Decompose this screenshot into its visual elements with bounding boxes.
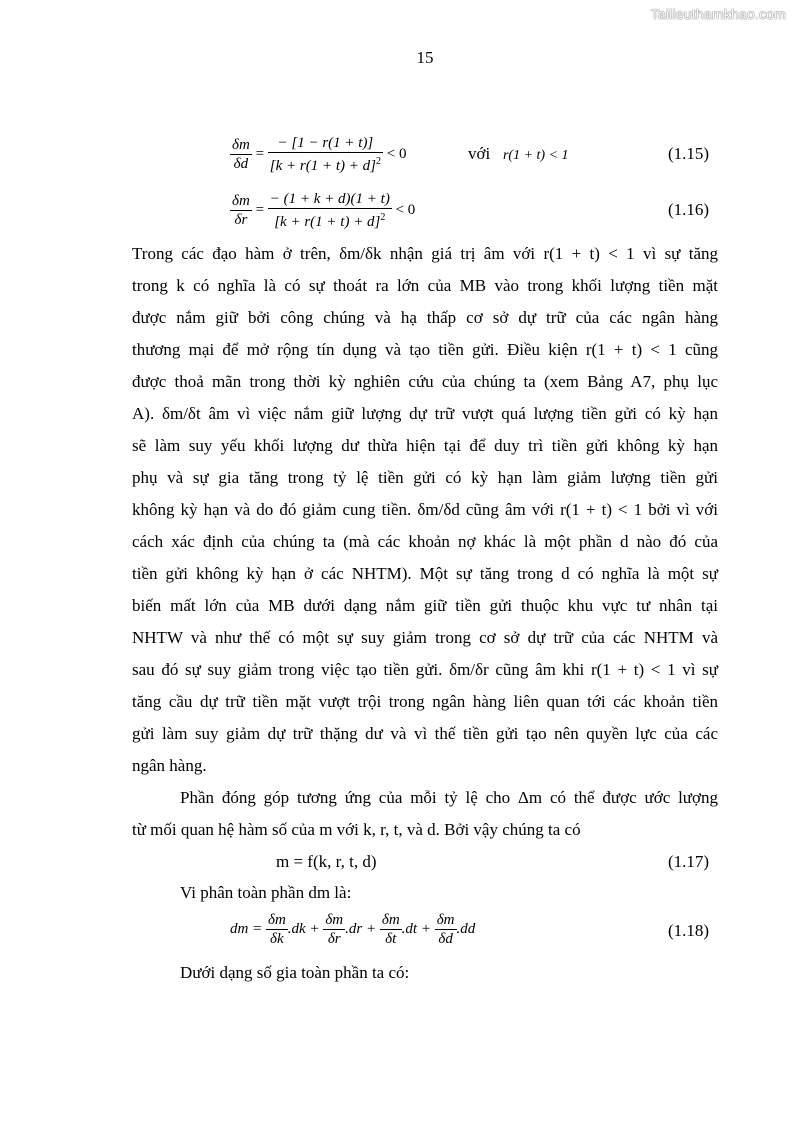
text-line: Trong các đạo hàm ở trên, δm/δk nhận giá trị âm với r(1 + t) < 1 vì sự tăng bbox=[132, 244, 718, 263]
text-line: từ mối quan hệ hàm số của m với k, r, t, và d. Bởi vậy chúng ta có bbox=[132, 820, 581, 839]
text-line: gửi làm suy giảm dự trữ thặng dư và vì thế tiền gửi tạo nên quyền lực của các bbox=[132, 724, 718, 743]
text-line: Phần đóng góp tương ứng của mỗi tỷ lệ cho Δm có thể được ước lượng bbox=[180, 788, 718, 807]
line-total-increment: Dưới dạng số gia toàn phần ta có: bbox=[180, 963, 410, 982]
text-line: A). δm/δt âm vì việc nắm giữ lượng dự trữ vượt quá lượng tiền gửi có kỳ hạn bbox=[132, 404, 718, 423]
watermark: Tailieuthamkhao.com bbox=[650, 6, 786, 22]
paragraph-contribution bbox=[132, 782, 718, 846]
text-line: tăng cầu dự trữ tiền mặt vượt trội trong ngân hàng liên quan tới các khoản tiền bbox=[132, 692, 718, 711]
text-line: thương mại để mở rộng tín dụng và tạo tiền gửi. Điều kiện r(1 + t) < 1 cũng bbox=[132, 340, 718, 359]
text-line: phụ và sự gia tăng trong tỷ lệ tiền gửi có kỳ hạn làm giảm lượng tiền gửi bbox=[132, 468, 718, 487]
equation-1-15-condition: với r(1 + t) < 1 bbox=[468, 144, 569, 163]
equation-label-1-16: (1.16) bbox=[668, 200, 710, 219]
fraction-term: $\frac{\delta m}{\delta k}$ bbox=[267, 912, 286, 947]
text-line: được thoả mãn trong thời kỳ nghiên cứu của chúng ta (xem Bảng A7, phụ lục bbox=[132, 372, 718, 391]
text-line: biến mất lớn của MB dưới dạng nắm giữ tiền gửi thuộc khu vực tư nhân tại bbox=[132, 596, 718, 615]
line-total-differential: Vi phân toàn phần dm là: bbox=[180, 883, 352, 902]
text-line: sẽ làm suy yếu khối lượng dư thừa hiện tại để duy trì tiền gửi không kỳ hạn bbox=[132, 436, 718, 455]
fraction-term: $\frac{\delta m}{\delta r}$ bbox=[325, 912, 344, 947]
fraction-lhs: $\frac{\delta m}{\delta r}$ bbox=[232, 193, 250, 228]
equation-1-15: $\frac{\delta m}{\delta d}$ = $\frac{- [1 - r(1 + t)]}{[k + r(1 + t) + d]^2}$ < 0 bbox=[232, 135, 407, 174]
fraction-term: $\frac{\delta m}{\delta t}$ bbox=[381, 912, 400, 947]
equation-1-17: m = f(k, r, t, d) bbox=[276, 852, 377, 871]
text-line: tiền gửi không kỳ hạn ở các NHTM). Một sự tăng trong d có nghĩa là một sự bbox=[132, 564, 718, 583]
equation-label-1-18: (1.18) bbox=[668, 921, 710, 940]
equation-label-1-17: (1.17) bbox=[668, 852, 710, 871]
paragraph-derivatives bbox=[132, 238, 718, 782]
fraction-rhs: $\frac{- [1 - r(1 + t)]}{[k + r(1 + t) + d]^2}$ bbox=[269, 135, 381, 174]
text-line: sau đó sự suy giảm trong việc tạo tiền gửi. δm/δr cũng âm khi r(1 + t) < 1 vì sự bbox=[132, 660, 718, 679]
text-line: được nắm giữ bởi công chúng và hạ thấp cơ sở dự trữ của các ngân hàng bbox=[132, 308, 718, 327]
text-line: không kỳ hạn và do đó giảm cung tiền. δm/δd cũng âm với r(1 + t) < 1 bởi vì với bbox=[132, 500, 718, 519]
equation-1-18: dm = $\frac{\delta m}{\delta k}$ .dk + $\frac{\delta m}{\delta r}$ .dr + $\frac{\delta m}{\delta t}$ .dt + $\frac{\delta m}{\delta d}$ .dd bbox=[230, 912, 476, 947]
fraction-lhs: $\frac{\delta m}{\delta d}$ bbox=[232, 137, 250, 172]
fraction-rhs: $\frac{- (1 + k + d)(1 + t)}{[k + r(1 + t) + d]^2}$ bbox=[269, 191, 390, 230]
equation-label-1-15: (1.15) bbox=[668, 144, 710, 163]
equation-1-16: $\frac{\delta m}{\delta r}$ = $\frac{- (1 + k + d)(1 + t)}{[k + r(1 + t) + d]^2}$ < 0 bbox=[232, 191, 416, 230]
text-line: trong k có nghĩa là có sự thoát ra lớn của MB vào trong khối lượng tiền mặt bbox=[132, 276, 718, 295]
text-line: cách xác định của chúng ta (mà các khoản nợ khác là một phần d nào đó của bbox=[132, 532, 718, 551]
fraction-term: $\frac{\delta m}{\delta d}$ bbox=[436, 912, 455, 947]
page-number: 15 bbox=[416, 48, 434, 67]
text-line: ngân hàng. bbox=[132, 756, 207, 775]
text-line: NHTW và như thế có một sự suy giảm trong cơ sở dự trữ của các NHTM và bbox=[132, 628, 718, 647]
